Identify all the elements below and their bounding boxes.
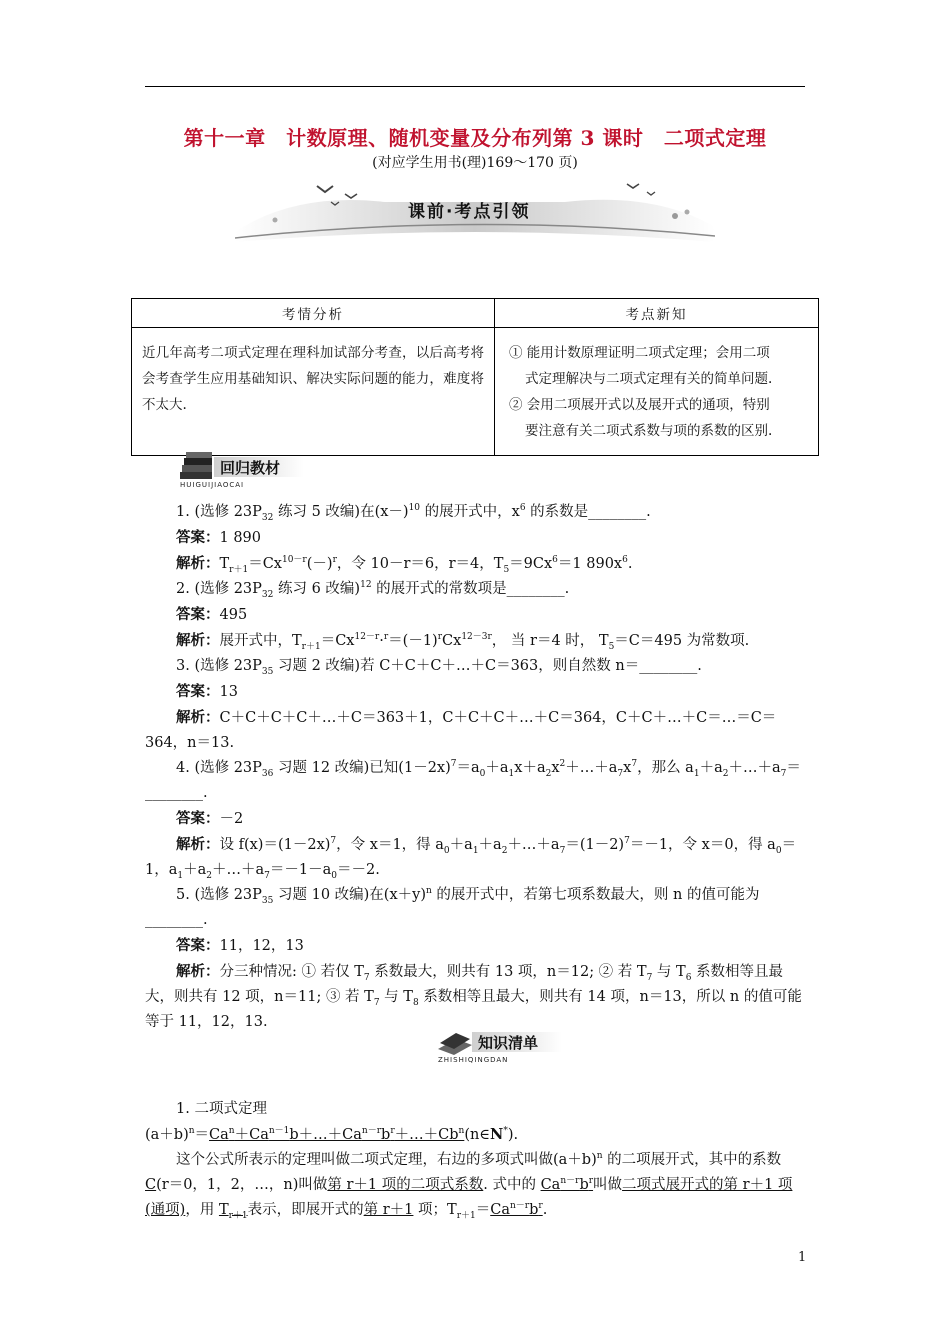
problem-content xyxy=(145,500,808,1223)
answer-3: 答案：13 xyxy=(176,683,238,700)
binomial-formula: $(a+b)^n=Ca^n+Ca^{n-1}b+\dots+Ca^{n-r}b^r+\dots+Cb^n(n\in N^*)$. xyxy=(145,1126,519,1143)
header-rule xyxy=(145,86,805,87)
knowledge-item-2b: 要注意有关二项式系数与项的系数的区别. xyxy=(525,423,773,439)
table-header-knowledge: 考点新知 xyxy=(495,299,819,328)
knowledge-item-1b: 式定理解决与二项式定理有关的简单问题. xyxy=(525,371,773,387)
table-header-analysis: 考情分析 xyxy=(132,299,495,328)
analysis-4: 解析：设 $f(x)=(1-2x)^7$，令 x＝1，得 $a_0+a_1+a_2+\dots+a_7=(1-2)^7=-1$，令 x＝0，得 $a_0=1$，$a_1+a_2+\dots+a_7=-1-a_0=-2$. xyxy=(145,836,797,881)
knowledge-item-1a: ① 能用计数原理证明二项式定理；会用二项 xyxy=(509,345,770,361)
analysis-2: 解析：展开式中，$T_{r+1}=Cx^{12-r}\cdot^r=(-1)^rCx^{12-3r}$， 当 r＝4 时， $T_5=C=495$ 为常数项. xyxy=(176,632,750,652)
banner-title: 课前·考点引领 xyxy=(408,202,531,222)
page-subtitle: (对应学生用书(理)169～170 页) xyxy=(372,155,578,171)
analysis-5: 解析：分三种情况: ① 若仅 $T_7$ 系数最大，则共有 13 项，n＝12; ② 若 $T_7$ 与 $T_6$ 系数相等且最大，则共有 12 项，n＝11; ③ 若 $T_7$ 与 $T_8$ 系数相等且最大，则共有 14 项，n＝13，所以 n 的值可能等于 11，12，13. xyxy=(145,963,802,1030)
knowledge-heading: 1. 二项式定理 xyxy=(176,1101,267,1117)
problem-4: 4. (选修 $23P_{36}$ 习题 12 改编)已知$(1-2x)^7=a_0+a_1x+a_2x^2+\dots+a_7x^7$，那么 $a_1+a_2+\dots+a_7=\_\_\_\_\_\_\_\_$. xyxy=(145,759,801,801)
answer-5: 答案：11，12，13 xyxy=(176,937,304,954)
binomial-description: 这个公式所表示的定理叫做二项式定理，右边的多项式叫做$(a+b)^n$ 的二项展开式，其中的系数 C(r＝0，1，2，…，n)叫做第 r＋1 项的二项式系数. 式中的 $Ca^{n-r}b^r$叫做二项式展开式的第 r＋1 项(通项)，用 $T_{r+1}$表示，即展开式的第 r＋1 项；$T_{r+1}=Ca^{n-r}b^r$. xyxy=(145,1151,793,1221)
problem-3: 3. (选修 $23P_{35}$ 习题 2 改编)若 C＋C＋C＋…＋C＝363，则自然数 n＝________. xyxy=(176,658,702,677)
table-cell-analysis: 近几年高考二项式定理在理科加试部分考查，以后高考将会考查学生应用基础知识、解决实际问题的能力，难度将不太大. xyxy=(132,328,495,456)
book-icon xyxy=(436,1027,474,1057)
answer-1: 答案：1 890 xyxy=(176,529,262,546)
exam-analysis-table xyxy=(131,298,819,456)
section-header-knowledge xyxy=(436,1027,566,1064)
analysis-3: 解析：C＋C＋C＋C＋…＋C＝363＋1，C＋C＋C＋…＋C＝364，C＋C＋…＋C＝…＝C＝364，n＝13. xyxy=(145,709,777,751)
section-pinyin-knowledge: ZHISHIQINGDAN xyxy=(438,1056,509,1064)
answer-2: 答案：495 xyxy=(176,606,248,623)
page-title: 第十一章 计数原理、随机变量及分布列第 3 课时 二项式定理 xyxy=(183,126,767,150)
section-header-review xyxy=(178,452,308,489)
section-title-knowledge: 知识清单 xyxy=(478,1034,539,1052)
section-pinyin-review: HUIGUIJIAOCAI xyxy=(180,481,245,489)
problem-1: 1. (选修 $23P_{32}$ 练习 5 改编)在$(x-)^{10}$ 的展开式中，$x^6$ 的系数是________. xyxy=(176,503,651,523)
problem-5: 5. (选修 $23P_{35}$ 习题 10 改编)在$(x+y)^n$ 的展开式中，若第七项系数最大，则 n 的值可能为________. xyxy=(145,886,760,928)
problem-2: 2. (选修 $23P_{32}$ 练习 6 改编)$^{12}$ 的展开式的常数项是________. xyxy=(176,580,570,600)
knowledge-item-2a: ② 会用二项展开式以及展开式的通项，特别 xyxy=(509,397,770,413)
section-title-review: 回归教材 xyxy=(220,459,281,477)
books-icon xyxy=(178,452,216,482)
answer-4: 答案：－2 xyxy=(176,810,244,827)
table-cell-knowledge xyxy=(495,328,819,456)
analysis-1: 解析：$T_{r+1}=Cx^{10-r}(-)^r$，令 10－r＝6，r＝4，$T_5=9Cx^6=1$ $890x^6$. xyxy=(176,555,633,575)
page-number: 1 xyxy=(798,1250,807,1265)
